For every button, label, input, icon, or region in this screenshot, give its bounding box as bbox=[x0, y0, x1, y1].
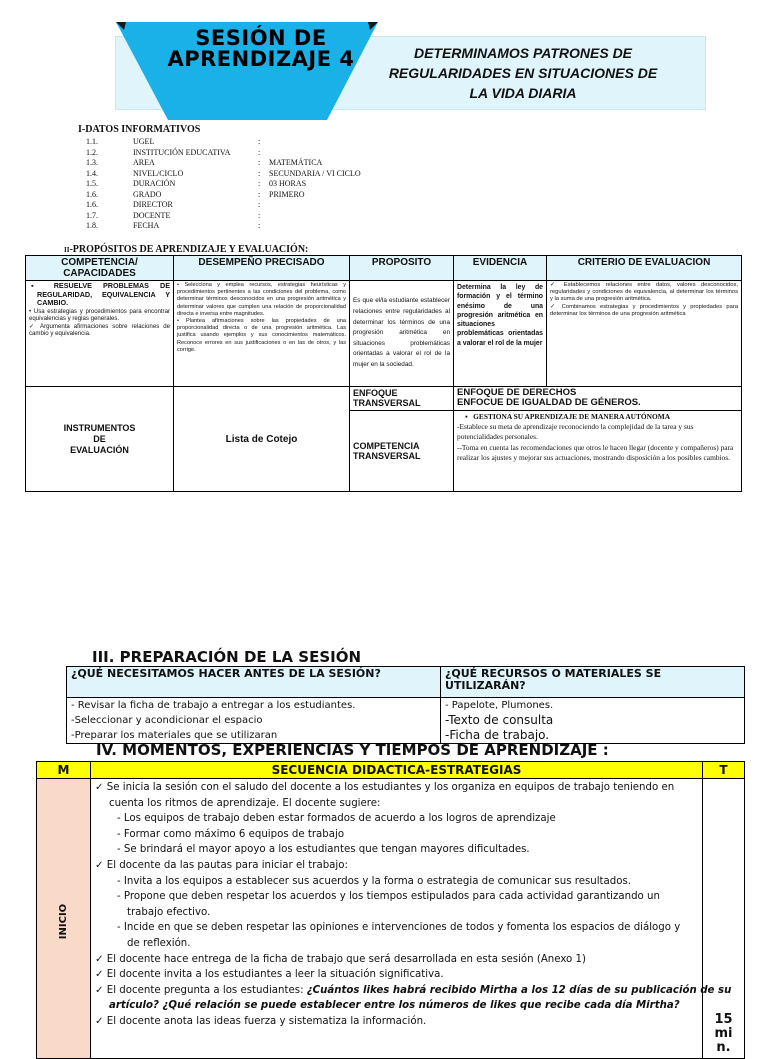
criterio-item: ✓ Combinamos estrategias y procedimientos y propiedades para determinar los términos de una progresión aritmética bbox=[550, 303, 738, 317]
preparacion-col2-cell bbox=[441, 698, 745, 744]
col-competencia: COMPETENCIA/ CAPACIDADES bbox=[26, 256, 174, 281]
propositos-heading: II-PROPÓSITOS DE APRENDIZAJE Y EVALUACIÓN: bbox=[64, 244, 309, 255]
datos-number: 1.4. bbox=[86, 168, 98, 178]
secuencia-line: - Se brindará el mayor apoyo a los estudiantes que tengan mayores dificultades. bbox=[117, 844, 530, 856]
evidencia-cell bbox=[454, 281, 547, 387]
tiempo-cell: 15 mi n. bbox=[703, 779, 745, 1059]
datos-number: 1.6. bbox=[86, 189, 98, 199]
secuencia-line: ✓ El docente da las pautas para iniciar el trabajo: bbox=[95, 859, 348, 871]
recurso-item: -Ficha de trabajo. bbox=[445, 728, 550, 742]
check-icon: ✓ bbox=[95, 969, 104, 981]
secuencia-line: cuenta los ritmos de aprendizaje. El docente sugiere: bbox=[109, 797, 381, 809]
datos-number: 1.2. bbox=[86, 147, 98, 157]
desempeno-item: • Plantea afirmaciones sobre las propiedades de una proporcionalidad directa o de una progresión aritmética. Las justifica usando ejemplos y sus conocimientos matemáticos. Reconoce errores en sus justificaciones o en las de otros, y las corrige. bbox=[177, 318, 347, 353]
check-icon: ✓ bbox=[95, 984, 104, 996]
col-tiempo: T bbox=[703, 762, 745, 779]
evidencia-text: Determina la ley de formación y el término enésimo de una progresión aritmética en situaciones problemáticas orientadas a valorar el rol de la mujer bbox=[457, 284, 543, 347]
datos-colon: : bbox=[258, 137, 261, 146]
preparacion-col1-cell bbox=[67, 698, 441, 744]
recurso-item: - Papelote, Plumones. bbox=[445, 700, 554, 711]
col-momento: M bbox=[37, 762, 91, 779]
datos-value: MATEMÁTICA bbox=[269, 158, 323, 167]
secuencia-line: ✓ El docente pregunta a los estudiantes: ¿Cuántos likes habrá recibido Mirtha a los 12 días de su publicación de su bbox=[95, 984, 732, 996]
enfoque-value: ENFOQUE DE DERECHOS ENFOCUE DE IGUALDAD DE GÉNEROS. bbox=[454, 387, 742, 411]
datos-number: 1.6. bbox=[86, 200, 98, 209]
competencia-transversal-line: -Establece su meta de aprendizaje reconociendo la complejidad de la tarea y sus potencialidades personales. bbox=[457, 422, 694, 442]
check-icon: ✓ bbox=[95, 1015, 104, 1027]
datos-colon: : bbox=[258, 221, 261, 230]
momentos-heading: IV. MOMENTOS, EXPERIENCIAS Y TIEMPOS DE APRENDIZAJE : bbox=[96, 741, 609, 759]
desempeno-cell bbox=[174, 281, 350, 387]
datos-label: AREA bbox=[133, 158, 155, 167]
datos-label: FECHA bbox=[133, 221, 160, 230]
secuencia-line: artículo? ¿Qué relación se puede establecer entre los números de likes que recibe cada día Mirtha? bbox=[109, 1000, 680, 1012]
datos-number: 1.7. bbox=[86, 210, 98, 220]
secuencia-line: trabajo efectivo. bbox=[127, 906, 211, 918]
proposito-text: Es que el/la estudiante establecer relaciones entre regularidades al determinar los términos de una progresión aritmética en situaciones problemáticas orientadas a valorar el rol de la mujer en la sociedad. bbox=[353, 297, 450, 368]
datos-colon: : bbox=[258, 158, 261, 167]
instrumentos-label: INSTRUMENTOS DE EVALUACIÓN bbox=[26, 387, 174, 492]
competencia-transversal-cell bbox=[454, 411, 742, 492]
criterio-cell bbox=[547, 281, 742, 387]
check-icon: ✓ bbox=[95, 953, 104, 965]
enfoque-label: ENFOQUE TRANSVERSAL bbox=[350, 387, 454, 411]
instrumento-value: Lista de Cotejo bbox=[174, 387, 350, 492]
preparacion-heading: III. PREPARACIÓN DE LA SESIÓN bbox=[92, 648, 362, 666]
col-evidencia: EVIDENCIA bbox=[454, 256, 547, 281]
competencia-item: • Usa estrategias y procedimientos para encontrar equivalencias y reglas generales. bbox=[29, 307, 171, 323]
secuencia-line: - Incide en que se deben respetar las opiniones e intervenciones de todos y fomenta los espacios de diálogo y bbox=[117, 922, 681, 934]
secuencia-line: - Los equipos de trabajo deben estar formados de acuerdo a los logros de aprendizaje bbox=[117, 813, 556, 825]
secuencia-line: ✓ El docente invita a los estudiantes a leer la situación significativa. bbox=[95, 969, 444, 981]
criterio-item: ✓ Establecemos relaciones entre datos, valores desconocidos, regularidades y condiciones de equivalencia, al determinar los términos y la suma de una progresión aritmética. bbox=[550, 282, 739, 303]
preparacion-col1-header: ¿QUÉ NECESITAMOS HACER ANTES DE LA SESIÓN? bbox=[67, 667, 441, 698]
datos-label: DURACIÓN bbox=[133, 179, 176, 188]
competencia-item: ✓ Argumenta afirmaciones sobre relaciones de cambio y equivalencia. bbox=[29, 322, 170, 338]
datos-colon: : bbox=[258, 200, 261, 209]
datos-colon: : bbox=[258, 210, 261, 220]
datos-number: 1.5. bbox=[86, 179, 98, 188]
check-icon: ✓ bbox=[95, 859, 104, 871]
datos-colon: : bbox=[258, 147, 261, 157]
datos-label: INSTITUCIÓN EDUCATIVA bbox=[133, 147, 231, 157]
momentos-table bbox=[36, 761, 745, 1059]
datos-value: SECUNDARIA / VI CICLO bbox=[269, 168, 361, 178]
secuencia-line: - Propone que deben respetar los acuerdos y los tiempos estipulados para cada actividad garantizando un bbox=[117, 891, 660, 903]
datos-label: NIVEL/CICLO bbox=[133, 168, 184, 178]
datos-number: 1.8. bbox=[86, 221, 98, 230]
preparacion-item: -Seleccionar y acondicionar el espacio bbox=[71, 715, 263, 726]
secuencia-line: ✓ El docente hace entrega de la ficha de trabajo que será desarrollada en esta sesión (Anexo 1) bbox=[95, 953, 586, 965]
preparacion-item: -Preparar los materiales que se utilizaran bbox=[71, 730, 278, 741]
col-desempeno: DESEMPEÑO PRECISADO bbox=[174, 256, 350, 281]
datos-number: 1.1. bbox=[86, 137, 98, 146]
competencia-transversal-line: --Toma en cuenta las recomendaciones que otros le hacen llegar (docente y compañeros) para realizar los ajustes y mejorar sus actuaciones, mostrando disposición a los posibles cambios. bbox=[457, 442, 734, 462]
secuencia-line: - Formar como máximo 6 equipos de trabajo bbox=[117, 828, 345, 840]
col-proposito: PROPOSITO bbox=[350, 256, 454, 281]
recurso-item: -Texto de consulta bbox=[445, 713, 554, 727]
secuencia-line: de reflexión. bbox=[127, 937, 191, 949]
moment-inicio: INICIO bbox=[37, 779, 91, 1059]
secuencia-line: - Invita a los equipos a establecer sus acuerdos y la forma o estrategia de comunicar sus resultados. bbox=[117, 875, 632, 887]
datos-label: UGEL bbox=[133, 137, 155, 146]
datos-value: 03 HORAS bbox=[269, 179, 307, 188]
secuencia-line: ✓ El docente anota las ideas fuerza y sistematiza la información. bbox=[95, 1015, 427, 1027]
datos-value: PRIMERO bbox=[269, 189, 305, 199]
competencia-transversal-title: ▪ GESTIONA SU APRENDIZAJE DE MANERA AUTÓNOMA bbox=[465, 412, 671, 421]
datos-label: GRADO bbox=[133, 189, 162, 199]
datos-colon: : bbox=[258, 189, 261, 199]
competencia-transversal-label: COMPETENCIA TRANSVERSAL bbox=[350, 411, 454, 492]
proposito-cell bbox=[350, 281, 454, 387]
datos-label: DIRECTOR bbox=[133, 200, 173, 209]
preparacion-table bbox=[66, 666, 745, 744]
secuencia-line: ✓ Se inicia la sesión con el saludo del docente a los estudiantes y los organiza en equipos de trabajo teniendo en bbox=[95, 782, 675, 793]
col-criterio: CRITERIO DE EVALUACION bbox=[547, 256, 742, 281]
col-secuencia: SECUENCIA DIDACTICA-ESTRATEGIAS bbox=[91, 762, 703, 779]
session-subtitle: DETERMINAMOS PATRONES DE REGULARIDADES EN SITUACIONES DE LA VIDA DIARIA bbox=[388, 45, 658, 101]
competencia-cell bbox=[26, 281, 174, 387]
propositos-table bbox=[25, 255, 742, 492]
preparacion-item: - Revisar la ficha de trabajo a entregar a los estudiantes. bbox=[71, 700, 356, 711]
preparacion-col2-header: ¿QUÉ RECURSOS O MATERIALES SE UTILIZARÁN? bbox=[441, 667, 745, 698]
datos-colon: : bbox=[258, 168, 261, 178]
competencia-title: ▪ RESUELVE PROBLEMAS DE REGULARIDAD, EQUIVALENCIA Y CAMBIO. bbox=[31, 281, 170, 308]
datos-colon: : bbox=[258, 179, 261, 188]
desempeno-item: • Selecciona y emplea recursos, estrategias heurísticas y procedimientos pertinentes a las condiciones del problema, como determinar términos desconocidos en una progresión aritmética y determinar valores que cumplen una relación de proporcionalidad directa e inversa entre magnitudes. bbox=[177, 282, 346, 317]
check-icon: ✓ bbox=[95, 782, 104, 793]
datos-label: DOCENTE bbox=[133, 210, 171, 220]
datos-number: 1.3. bbox=[86, 158, 98, 167]
datos-heading: I-DATOS INFORMATIVOS bbox=[78, 124, 201, 135]
session-title: SESIÓN DE APRENDIZAJE 4 bbox=[167, 26, 355, 71]
